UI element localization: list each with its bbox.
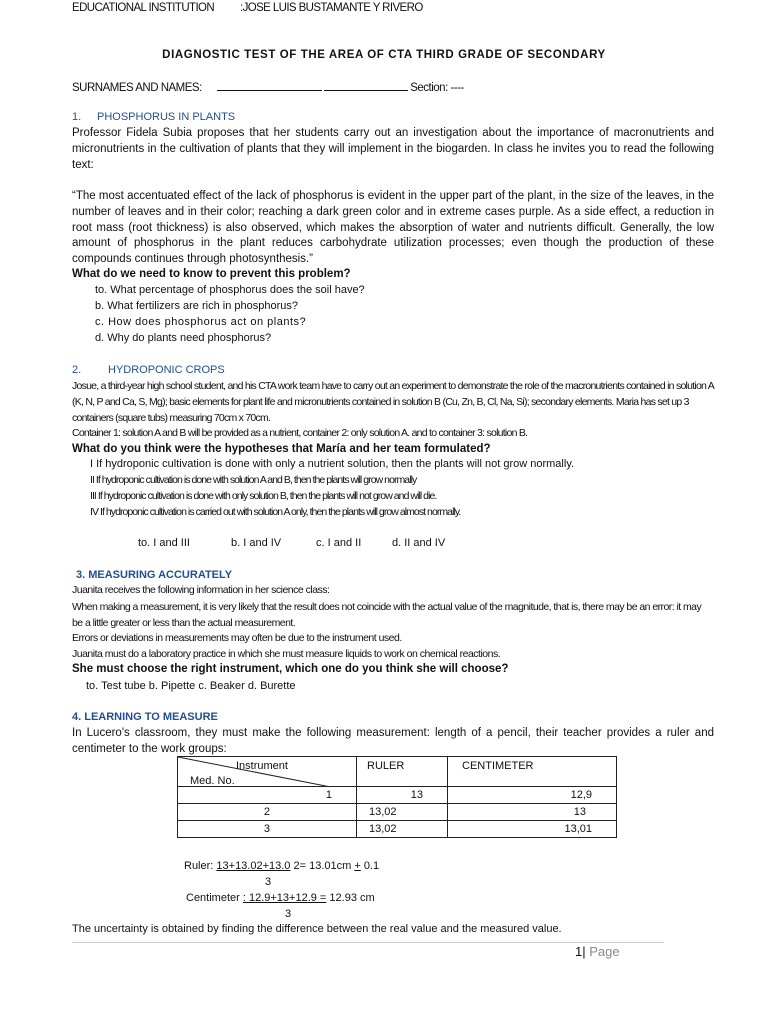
section-2-containers: Container 1: solution A and B will be provided as a nutrient, container 2: only solution A. and to container 3: solution B. xyxy=(72,427,528,439)
section-3-line-2: When making a measurement, it is very likely that the result does not coincide with the actual value of the magnitude, that is, there may be an error: it may be a little greater or less than the actual measurement. xyxy=(72,601,702,629)
row-3-ruler: 13,02 xyxy=(357,821,448,838)
section-1-title: PHOSPHORUS IN PLANTS xyxy=(97,111,236,123)
section-4-intro: In Lucero's classroom, they must make the following measurement: length of a pencil, their teacher provides a ruler and centimeter to the work groups: xyxy=(72,727,714,755)
row-2-centimeter: 13 xyxy=(448,804,617,821)
student-names-row xyxy=(72,79,464,94)
row-1-centimeter: 12,9 xyxy=(448,787,617,804)
table-row xyxy=(178,804,617,821)
section-3-options: to. Test tube b. Pipette c. Beaker d. Burette xyxy=(86,680,296,692)
row-1-ruler: 13 xyxy=(357,787,448,804)
hypothesis-2: II If hydroponic cultivation is done with solution A and B, then the plants will grow normally xyxy=(90,474,417,486)
hypothesis-4: IV If hydroponic cultivation is carried out with solution A only, then the plants will grow almost normally. xyxy=(90,506,461,518)
page-label: Page xyxy=(589,944,620,959)
section-2-number: 2. xyxy=(72,364,82,376)
section-1-option-c: c. How does phosphorus act on plants? xyxy=(95,316,307,328)
section-3-line-1: Juanita receives the following information in her science class: xyxy=(72,584,330,596)
ruler-formula: Ruler: 13+13.02+13.0 2= 13.01cm + 0.1 xyxy=(184,860,380,872)
hypothesis-3: III If hydroponic cultivation is done with only solution B, then the plants will not grow and will die. xyxy=(90,490,437,502)
row-2-ruler: 13,02 xyxy=(357,804,448,821)
section-3-line-3: Errors or deviations in measurements may often be due to the instrument used. xyxy=(72,632,402,644)
header-centimeter: CENTIMETER xyxy=(448,757,617,787)
section-3-question: She must choose the right instrument, which one do you think she will choose? xyxy=(72,663,509,675)
row-2-no: 2 xyxy=(178,804,357,821)
row-3-no: 3 xyxy=(178,821,357,838)
header-ruler: RULER xyxy=(357,757,448,787)
section-label: Section: ---- xyxy=(410,82,464,94)
institution-value: :JOSE LUIS BUSTAMANTE Y RIVERO xyxy=(240,2,423,14)
section-2-intro: Josue, a third-year high school student, and his CTA work team have to carry out an experiment to demonstrate the role of the macronutrients contained in solution A (K, N, P and Ca, S, Mg); basic elements for plant life and micronutrients contained in solution B (Cu, Zn, B, Cl, Na, Si); secondary elements. Maria has set up 3 containers (square tubs) measuring 70cm x 70cm. xyxy=(72,380,714,424)
institution-label: EDUCATIONAL INSTITUTION xyxy=(72,2,215,14)
answer-d: d. II and IV xyxy=(392,537,446,549)
section-1-quote: “The most accentuated effect of the lack of phosphorus is evident in the upper part of the plant, in the size of the leaves, in the number of leaves and in their color; reaching a dark green color and in extreme cases purple. As a side effect, a reduction in root mass (root thickness) is also observed, which makes the absorption of water and nutrients difficult. Generally, the low amount of phosphorus in the plant reduces carbohydrate utilization processes; even though the production of these compounds continues through photosynthesis.” xyxy=(72,190,714,266)
section-1-intro: Professor Fidela Subia proposes that her students carry out an investigation about the importance of macronutrients and micronutrients in the cultivation of plants that they will implement in the biogarden. In class he invites you to read the following text: xyxy=(72,127,714,171)
centimeter-formula: Centimeter : 12.9+13+12.9 = 12.93 cm xyxy=(186,892,375,904)
table-header-row xyxy=(178,757,617,787)
corner-bottom-label: Med. No. xyxy=(190,775,235,787)
answer-c: c. I and II xyxy=(316,537,362,549)
measurement-table xyxy=(177,756,617,838)
section-1-question: What do we need to know to prevent this problem? xyxy=(72,268,351,280)
table-corner-cell xyxy=(178,757,357,787)
table-row xyxy=(178,787,617,804)
page-number: 1 xyxy=(575,944,583,959)
page-separator: | xyxy=(582,944,586,959)
section-1-option-b: b. What fertilizers are rich in phosphorus? xyxy=(95,300,298,312)
section-2-question: What do you think were the hypotheses that María and her team formulated? xyxy=(72,443,491,455)
answer-a: to. I and III xyxy=(138,537,190,549)
names-label: SURNAMES AND NAMES: xyxy=(72,82,202,94)
table-row xyxy=(178,821,617,838)
section-1-option-a: to. What percentage of phosphorus does the soil have? xyxy=(95,284,365,296)
row-3-centimeter: 13,01 xyxy=(448,821,617,838)
section-4-title: 4. LEARNING TO MEASURE xyxy=(72,711,218,723)
section-2-title: HYDROPONIC CROPS xyxy=(108,364,225,376)
row-1-no: 1 xyxy=(178,787,357,804)
centimeter-denominator: 3 xyxy=(285,908,292,920)
uncertainty-text: The uncertainty is obtained by finding the difference between the real value and the measured value. xyxy=(72,923,562,935)
page-footer xyxy=(575,944,620,959)
section-3-title: 3. MEASURING ACCURATELY xyxy=(76,569,233,581)
names-blank-1 xyxy=(217,79,322,91)
corner-top-label: Instrument xyxy=(236,760,288,772)
section-1-number: 1. xyxy=(72,111,82,123)
answer-b: b. I and IV xyxy=(231,537,282,549)
footer-divider xyxy=(72,942,664,943)
names-blank-2 xyxy=(324,79,408,91)
section-3-line-4: Juanita must do a laboratory practice in which she must measure liquids to work on chemical reactions. xyxy=(72,648,501,660)
page-title: DIAGNOSTIC TEST OF THE AREA OF CTA THIRD GRADE OF SECONDARY xyxy=(162,49,606,61)
hypothesis-1: I If hydroponic cultivation is done with only a nutrient solution, then the plants will not grow normally. xyxy=(90,458,575,470)
section-1-option-d: d. Why do plants need phosphorus? xyxy=(95,332,272,344)
ruler-denominator: 3 xyxy=(265,876,272,888)
